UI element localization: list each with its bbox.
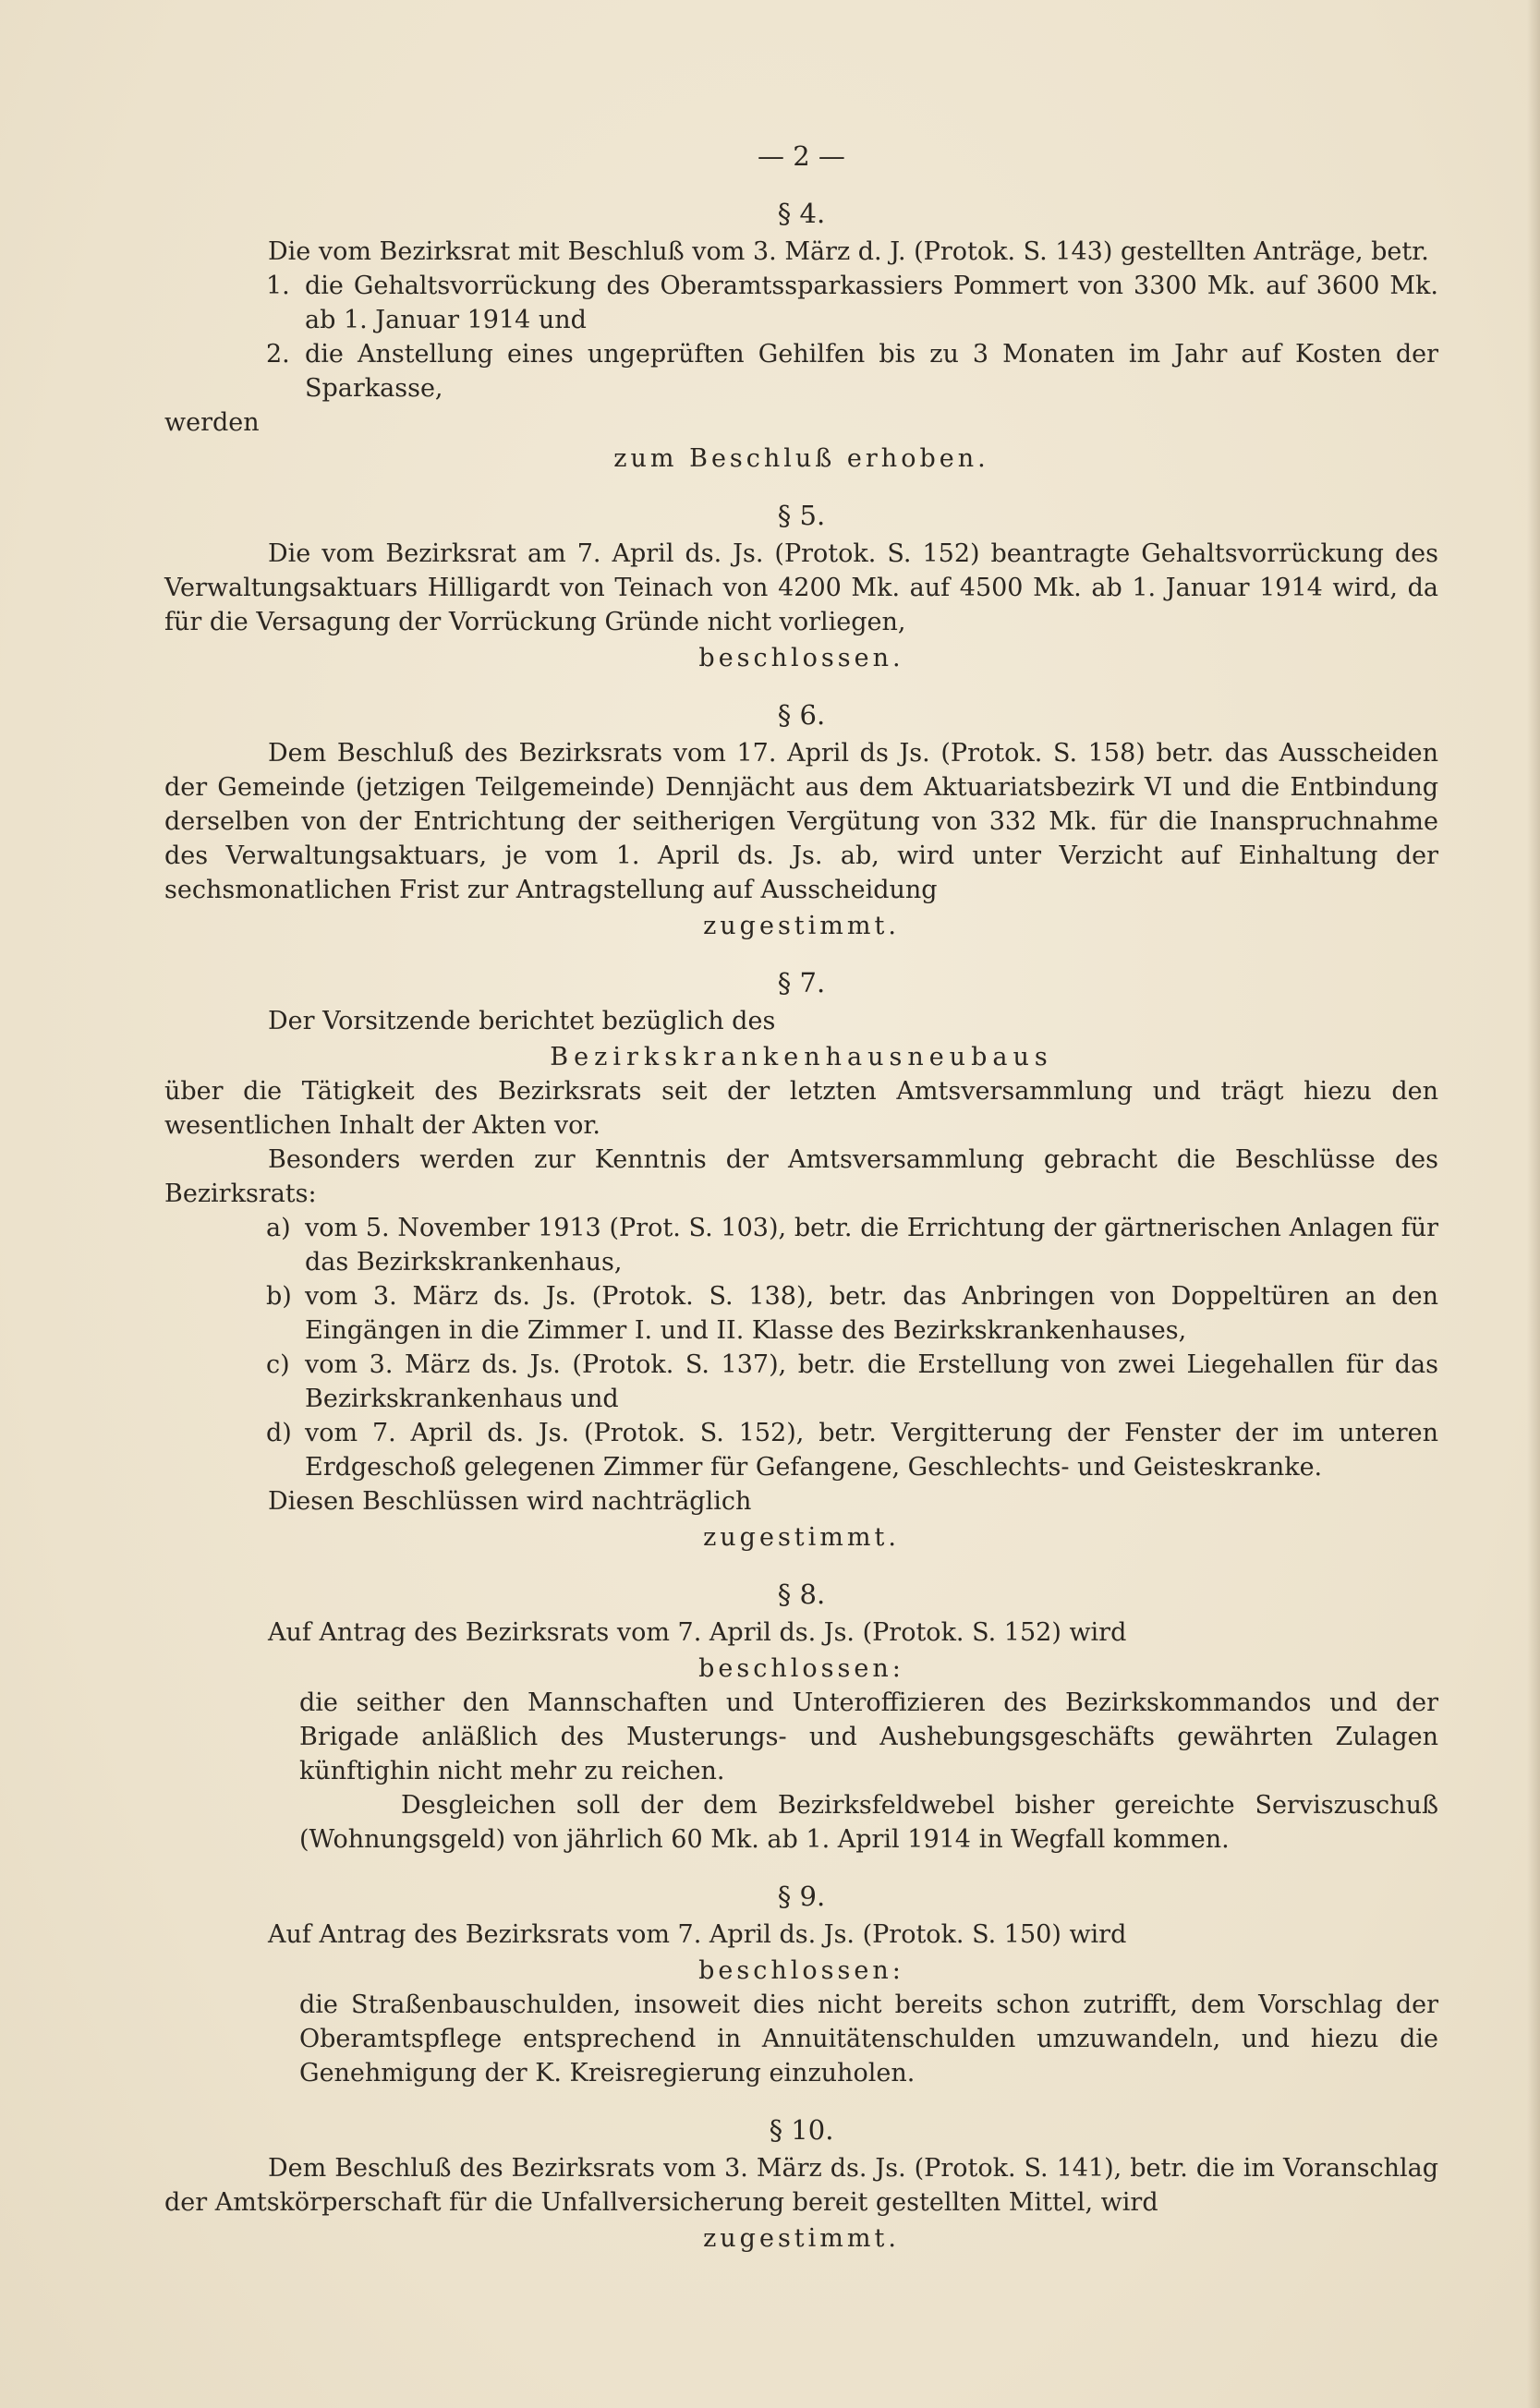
section-9-intro: Auf Antrag des Bezirksrats vom 7. April ds. Js. (Protok. S. 150) wird	[268, 1920, 1127, 1949]
section-7-intro: Der Vorsitzende berichtet bezüglich des	[268, 1007, 776, 1035]
section-7-heading: § 7.	[777, 967, 826, 998]
section-6-heading: § 6.	[777, 699, 826, 731]
item-marker: b)	[266, 1282, 292, 1311]
section-7-item-b	[164, 1279, 1438, 1348]
item-marker: d)	[266, 1419, 292, 1447]
section-9-decision: beschlossen:	[698, 1956, 904, 1985]
section-8-heading: § 8.	[777, 1579, 826, 1610]
section-8-text-2: Desgleichen soll der dem Bezirksfeldwebel bisher gereichte Serviszuschuß (Wohnungsgeld) von jährlich 60 Mk. ab 1. April 1914 in Wegfall kommen.	[299, 1791, 1438, 1854]
item-marker: 1.	[266, 272, 290, 300]
page-number: — 2 —	[758, 140, 845, 172]
section-4-intro: Die vom Bezirksrat mit Beschluß vom 3. März d. J. (Protok. S. 143) gestellten Anträge, betr.	[268, 237, 1429, 266]
section-7-decision: zugestimmt.	[703, 1523, 900, 1552]
section-7-subject: Bezirkskrankenhausneubaus	[550, 1043, 1053, 1071]
item-marker: c)	[266, 1350, 290, 1379]
section-7-item-d	[164, 1416, 1438, 1484]
section-7-text-1: über die Tätigkeit des Bezirksrats seit der letzten Amtsversammlung und trägt hiezu den wesentlichen Inhalt der Akten vor.	[164, 1077, 1438, 1140]
item-text: vom 5. November 1913 (Prot. S. 103), betr. die Errichtung der gärtnerischen Anlagen für das Bezirkskrankenhaus,	[305, 1214, 1438, 1277]
section-4-heading: § 4.	[777, 198, 826, 229]
item-text: die Gehaltsvorrückung des Oberamtssparkassiers Pommert von 3300 Mk. auf 3600 Mk. ab 1. Januar 1914 und	[305, 272, 1438, 334]
section-8-text-1: die seither den Mannschaften und Unteroffizieren des Bezirkskommandos und der Brigade anläßlich des Musterungs- und Aushebungsgeschäfts gewährten Zulagen künftighin nicht mehr zu reichen.	[299, 1688, 1438, 1785]
item-marker: 2.	[266, 340, 290, 369]
section-5-text: Die vom Bezirksrat am 7. April ds. Js. (Protok. S. 152) beantragte Gehaltsvorrückung des Verwaltungsaktuars Hilligardt von Teinach von 4200 Mk. auf 4500 Mk. ab 1. Januar 1914 wird, da für die Versagung der Vorrückung Gründe nicht vorliegen,	[164, 539, 1438, 636]
page-edge-shadow	[1527, 0, 1540, 2408]
section-10-text: Dem Beschluß des Bezirksrats vom 3. März ds. Js. (Protok. S. 141), betr. die im Voranschlag der Amtskörperschaft für die Unfallversicherung bereit gestellten Mittel, wird	[164, 2154, 1438, 2217]
item-text: die Anstellung eines ungeprüften Gehilfen bis zu 3 Monaten im Jahr auf Kosten der Sparkasse,	[305, 340, 1438, 403]
section-4-tail: werden	[164, 408, 260, 437]
section-6-text: Dem Beschluß des Bezirksrats vom 17. April ds Js. (Protok. S. 158) betr. das Ausscheiden der Gemeinde (jetzigen Teilgemeinde) Dennjächt aus dem Aktuariatsbezirk VI und die Entbindung derselben von der Entrichtung der seitherigen Vergütung von 332 Mk. für die Inanspruchnahme des Verwaltungsaktuars, je vom 1. April ds. Js. ab, wird unter Verzicht auf Einhaltung der sechsmonatlichen Frist zur Antragstellung auf Ausscheidung	[164, 739, 1438, 904]
item-marker: a)	[266, 1214, 291, 1242]
section-4-item-1	[164, 269, 1438, 337]
section-9-heading: § 9.	[777, 1881, 826, 1912]
item-text: vom 7. April ds. Js. (Protok. S. 152), betr. Vergitterung der Fenster der im unteren Erdgeschoß gelegenen Zimmer für Gefangene, Geschlechts- und Geisteskranke.	[305, 1419, 1438, 1482]
section-5-heading: § 5.	[777, 500, 826, 531]
section-5-decision: beschlossen.	[698, 644, 904, 672]
section-10-heading: § 10.	[769, 2114, 834, 2146]
section-8-decision: beschlossen:	[698, 1654, 904, 1683]
section-8-intro: Auf Antrag des Bezirksrats vom 7. April ds. Js. (Protok. S. 152) wird	[268, 1618, 1127, 1647]
item-text: vom 3. März ds. Js. (Protok. S. 137), betr. die Erstellung von zwei Liegehallen für das Bezirkskrankenhaus und	[305, 1350, 1438, 1413]
section-9-text: die Straßenbauschulden, insoweit dies nicht bereits schon zutrifft, dem Vorschlag der Oberamtspflege entsprechend in Annuitätenschulden umzuwandeln, und hiezu die Genehmigung der K. Kreisregierung einzuholen.	[299, 1991, 1438, 2087]
section-7-text-2: Besonders werden zur Kenntnis der Amtsversammlung gebracht die Beschlüsse des Bezirksrats:	[164, 1145, 1438, 1208]
section-4-decision: zum Beschluß erhoben.	[613, 444, 989, 473]
section-7-item-c	[164, 1348, 1438, 1416]
section-7-item-a	[164, 1211, 1438, 1279]
section-6-decision: zugestimmt.	[703, 912, 900, 940]
section-7-text-3: Diesen Beschlüssen wird nachträglich	[268, 1487, 752, 1516]
section-4-item-2	[164, 337, 1438, 405]
item-text: vom 3. März ds. Js. (Protok. S. 138), betr. das Anbringen von Doppeltüren an den Eingängen in die Zimmer I. und II. Klasse des Bezirkskrankenhauses,	[305, 1282, 1438, 1345]
section-10-decision: zugestimmt.	[703, 2224, 900, 2253]
